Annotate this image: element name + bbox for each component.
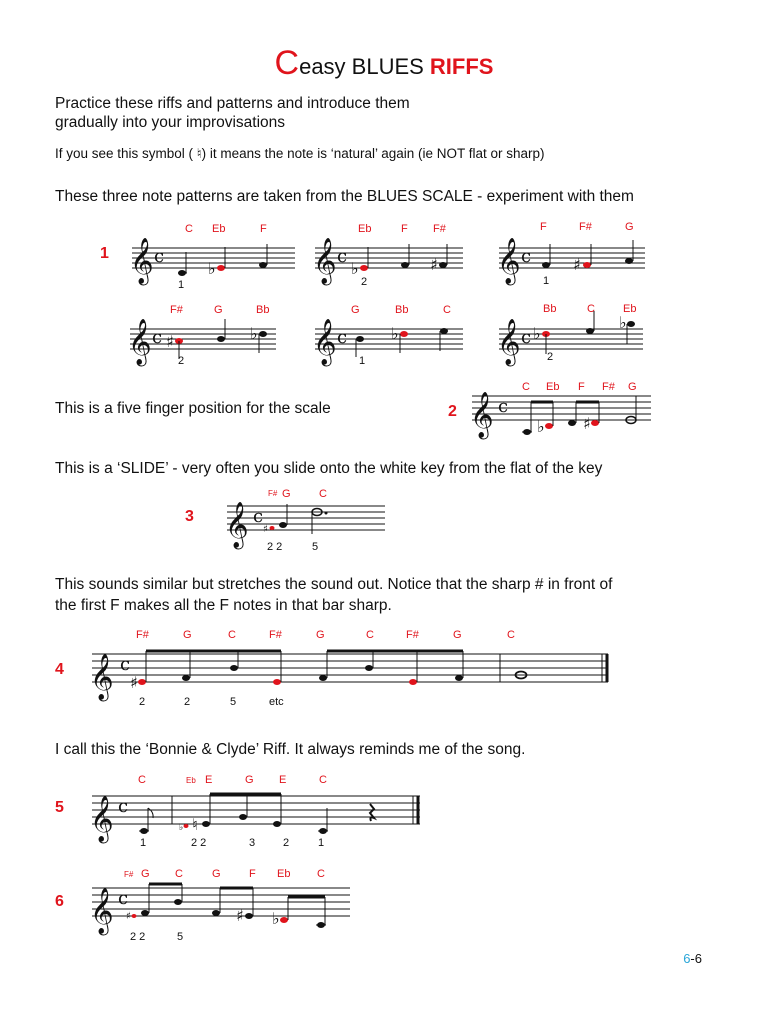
section-number-1: 1 [100,245,109,262]
time-signature: c [253,506,264,527]
note-label: C [228,629,236,641]
note-label: G [214,304,223,316]
note-label: F [540,221,547,233]
flat-sign: ♭ [250,324,258,343]
note-label: G [351,304,360,316]
note-head [542,262,550,268]
flat-sign: ♭ [537,417,545,436]
finger-number: 2 2 [267,541,283,553]
note-label: G [625,221,634,233]
patterns-text: These three note patterns are taken from the BLUES SCALE - experiment with them [55,188,634,205]
note-label: G [453,629,462,641]
sharp-sign: ♯ [130,673,138,692]
treble-clef: 𝄞 [313,238,337,284]
time-signature: c [118,796,129,817]
note-label: G [628,381,637,393]
finger-number: etc [269,696,284,708]
title-letter: C [274,44,300,82]
staff-4 [88,624,648,714]
time-signature: c [337,327,348,348]
note-label: F# [602,381,615,393]
treble-clef: 𝄞 [313,319,337,365]
intro-line-2: gradually into your improvisations [55,114,286,131]
note-head [273,679,281,685]
staff-1d [128,301,288,371]
note-label: F# [406,629,419,641]
note-label: Eb [358,223,372,235]
note-head [217,336,225,342]
note-head [439,262,447,268]
section-2-text: This is a five finger position for the scale [55,400,331,417]
note-head [138,679,146,685]
finger-number: 1 [318,837,325,849]
finger-number: 1 [543,275,550,287]
note-label: C [175,868,183,880]
grace-note [184,824,189,828]
flat-sign: ♭ [533,324,541,343]
section-3-text: This is a ‘SLIDE’ - very often you slide onto the white key from the flat of the key [55,460,603,477]
note-head [279,522,287,528]
section-4-text-2: the first F makes all the F notes in that bar sharp. [55,597,392,614]
flat-sign: ♭ [272,909,280,928]
treble-clef: 𝄞 [128,319,152,365]
sharp-sign: ♯ [583,414,591,433]
note-label: Bb [543,303,557,315]
finger-number: 2 2 [191,837,207,849]
note-head [401,262,409,268]
treble-clef: 𝄞 [90,654,114,700]
section-number-2: 2 [448,403,457,420]
finger-number: 5 [177,931,184,943]
note-label: F# [579,221,592,233]
sharp-sign: ♯ [236,906,244,925]
note-head [217,265,225,271]
treble-clef: 𝄞 [470,392,494,438]
finger-number: 5 [312,541,319,553]
note-label: G [183,629,192,641]
intro-line-1: Practice these riffs and patterns and introduce them [55,95,410,112]
note-label: F [578,381,585,393]
sharp-sign: ♯ [263,524,268,535]
note-label: C [319,488,327,500]
section-4-text-1: This sounds similar but stretches the sound out. Notice that the sharp # in front of [55,576,613,593]
note-head [591,420,599,426]
note-label: E [205,774,213,786]
time-signature: c [521,327,532,348]
note-label: F [249,868,256,880]
note-label: F# [170,304,183,316]
time-signature: c [498,396,509,417]
sharp-sign: ♯ [166,332,174,351]
treble-clef: 𝄞 [225,502,249,548]
title-riffs: RIFFS [429,54,494,79]
note-label: F# [269,629,282,641]
note-head [259,331,267,337]
note-label: C [366,629,374,641]
section-5-text: I call this the ‘Bonnie & Clyde’ Riff. It always reminds me of the song. [55,741,526,758]
note-label: Eb [277,868,291,880]
note-head [259,262,267,268]
note-label: F# [268,489,278,498]
finger-number: 2 [139,696,146,708]
note-head [400,331,408,337]
note-label: G [212,868,221,880]
note-label: F [260,223,267,235]
time-signature: c [152,327,163,348]
note-head [182,675,190,681]
finger-number: 2 [178,355,185,367]
staff-1a [130,218,300,291]
time-signature: c [154,246,165,267]
note-label: F [401,223,408,235]
treble-clef: 𝄞 [130,238,154,284]
page-number [683,951,702,966]
page-sep: - [690,951,695,966]
note-head [627,321,635,327]
note-head [365,665,373,671]
time-signature: c [118,888,129,909]
note-head [239,814,247,820]
note-label: G [282,488,291,500]
staff-1b [313,218,473,288]
time-signature: c [521,246,532,267]
treble-clef: 𝄞 [90,796,114,842]
treble-clef: 𝄞 [497,238,521,284]
staff-3 [225,486,415,556]
staff-5 [88,770,438,850]
finger-number: 1 [359,355,366,367]
finger-number: 1 [178,279,185,291]
note-label: Eb [546,381,560,393]
grace-note [132,914,137,918]
note-head [174,899,182,905]
finger-number: 2 [283,837,290,849]
time-signature: c [337,246,348,267]
note-head [273,821,281,827]
note-head [356,336,364,342]
note-head [440,328,448,334]
note-label: C [319,774,327,786]
staff-2 [468,372,668,452]
sharp-sign: ♯ [430,255,438,274]
note-label: C [317,868,325,880]
title-middle: easy BLUES [299,54,430,79]
quarter-rest [370,804,374,821]
section-number-5: 5 [55,799,64,816]
page-title [0,44,768,83]
finger-number: 3 [249,837,256,849]
flat-sign: ♭ [391,324,399,343]
note-head [245,913,253,919]
finger-number: 1 [140,837,147,849]
finger-number: 2 2 [130,931,146,943]
note-head [625,258,633,264]
section-number-4: 4 [55,661,64,678]
note-label: G [316,629,325,641]
note-label: G [245,774,254,786]
note-head [409,679,417,685]
note-head [586,328,594,334]
staff-1e [313,301,473,371]
treble-clef: 𝄞 [90,888,114,934]
note-label: C [443,304,451,316]
note-label: C [522,381,530,393]
natural-note: If you see this symbol ( ♮) it means the note is ‘natural’ again (ie NOT flat or sharp) [55,146,545,161]
finger-number: 2 [547,351,554,363]
flat-sign: ♭ [619,313,627,332]
note-head [568,420,576,426]
note-label: Bb [395,304,409,316]
finger-number: 2 [184,696,191,708]
note-head [230,665,238,671]
note-label: G [141,868,150,880]
note-head [545,423,553,429]
flat-sign: ♭ [179,823,184,833]
note-label: F# [136,629,149,641]
note-label: F# [433,223,446,235]
note-label: Bb [256,304,270,316]
note-label: C [185,223,193,235]
staff-1c [497,216,657,286]
note-head [280,917,288,923]
note-label: C [507,629,515,641]
note-label: F# [124,870,134,879]
note-head [319,675,327,681]
staff-1f [497,298,657,368]
staff-6 [88,864,368,944]
note-label: Eb [186,776,196,785]
note-head [202,821,210,827]
note-head [360,265,368,271]
flat-sign: ♭ [351,259,359,278]
grace-note [270,526,275,530]
flat-sign: ♭ [208,259,216,278]
natural-sign: ♮ [192,815,198,834]
finger-number: 5 [230,696,237,708]
time-signature: c [120,654,131,675]
treble-clef: 𝄞 [497,319,521,365]
page-chapter: 6 [683,951,691,966]
note-label: C [587,303,595,315]
note-head [583,262,591,268]
note-label: E [279,774,287,786]
section-number-3: 3 [185,508,194,525]
sharp-sign: ♯ [573,255,581,274]
note-label: Eb [623,303,637,315]
note-label: C [138,774,146,786]
page-num: 6 [694,951,702,966]
note-head [455,675,463,681]
finger-number: 2 [361,276,368,288]
note-label: Eb [212,223,226,235]
section-number-6: 6 [55,893,64,910]
note-head [212,910,220,916]
sharp-sign: ♯ [126,911,131,922]
note-head [141,910,149,916]
